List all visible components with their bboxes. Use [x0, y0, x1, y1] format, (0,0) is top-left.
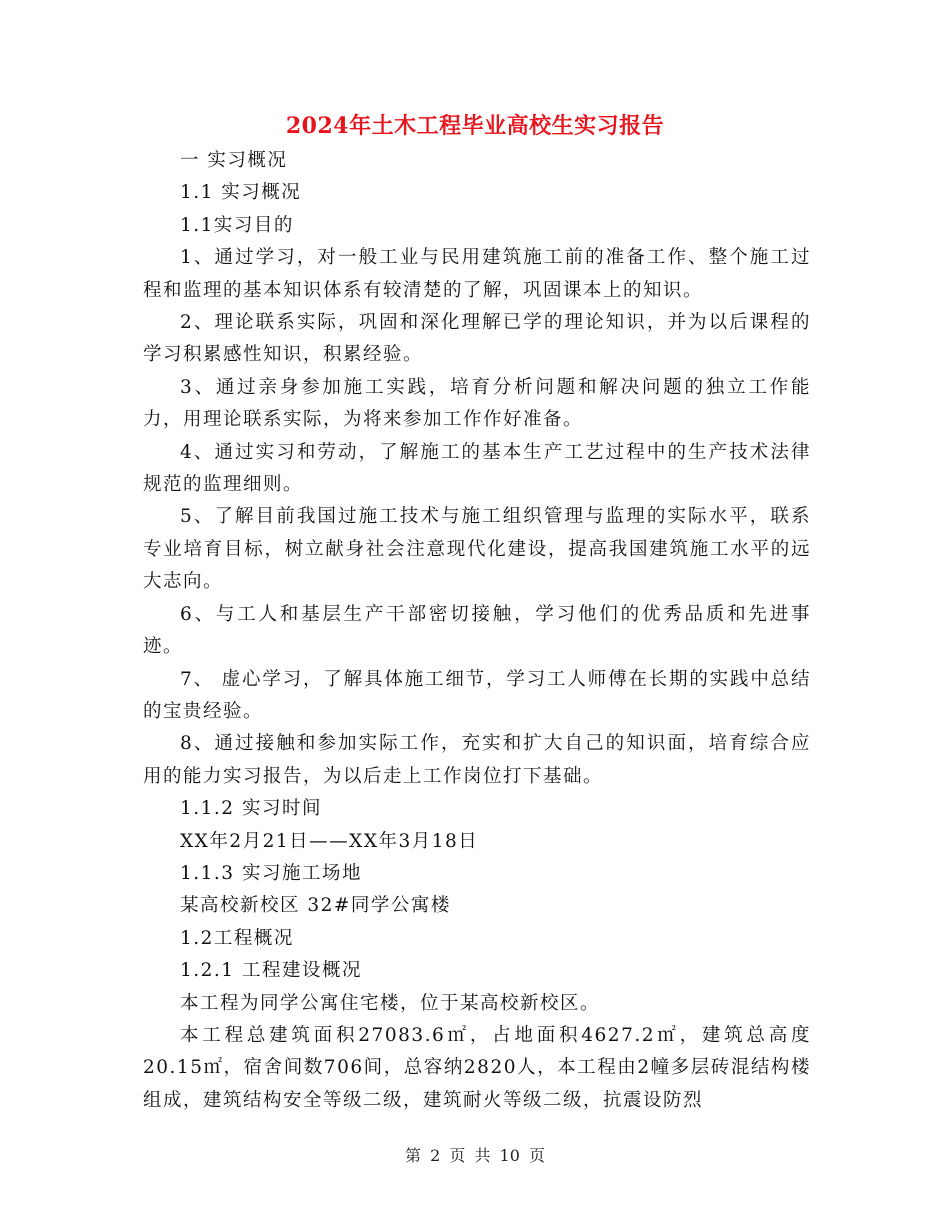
section-heading: 1.1.3 实习施工场地 — [180, 862, 362, 884]
section-heading: 1.2工程概况 — [180, 927, 294, 949]
paragraph: 某高校新校区 32#同学公寓楼 — [180, 895, 451, 917]
section-heading: 1.1 实习概况 — [180, 182, 302, 204]
paragraph: 2、理论联系实际，巩固和深化理解已学的理论知识，并为以后课程的学习积累感性知识，积累经验。 — [143, 312, 811, 366]
paragraph: 6、与工人和基层生产干部密切接触，学习他们的优秀品质和先进事迹。 — [143, 603, 811, 658]
document-title: 2024年土木工程毕业高校生实习报告 — [285, 113, 665, 139]
paragraph: 本工程总建筑面积27083.6㎡，占地面积4627.2㎡，建筑总高度20.15㎡，宿舍间数706间，总容纳2820人，本工程由2幢多层砖混结构楼组成，建筑结构安全等级二级，建筑耐火等级二级，抗震设防烈 — [143, 1024, 811, 1111]
paragraph: XX年2月21日——XX年3月18日 — [180, 830, 479, 852]
document-body — [143, 145, 811, 1117]
section-heading: 1.2.1 工程建设概况 — [180, 960, 362, 982]
paragraph: 1、通过学习，对一般工业与民用建筑施工前的准备工作、整个施工过程和监理的基本知识体系有较清楚的了解，巩固课本上的知识。 — [143, 247, 811, 301]
section-heading: 1.1.2 实习时间 — [180, 798, 322, 820]
section-heading: 1.1实习目的 — [180, 214, 294, 236]
paragraph: 7、 虚心学习，了解具体施工细节，学习工人师傅在长期的实践中总结的宝贵经验。 — [143, 668, 811, 722]
paragraph: 8、通过接触和参加实际工作，充实和扩大自己的知识面，培育综合应用的能力实习报告，为以后走上工作岗位打下基础。 — [143, 733, 811, 787]
page-footer: 第 2 页 共 10 页 — [405, 1146, 545, 1165]
section-heading: 一 实习概况 — [180, 150, 288, 171]
paragraph: 本工程为同学公寓住宅楼，位于某高校新校区。 — [180, 992, 601, 1014]
paragraph: 5、了解目前我国过施工技术与施工组织管理与监理的实际水平，联系专业培育目标，树立献身社会注意现代化建设，提高我国建筑施工水平的远大志向。 — [143, 506, 811, 593]
paragraph: 3、通过亲身参加施工实践，培育分析问题和解决问题的独立工作能力，用理论联系实际，为将来参加工作作好准备。 — [143, 376, 811, 431]
paragraph: 4、通过实习和劳动，了解施工的基本生产工艺过程中的生产技术法律规范的监理细则。 — [143, 441, 811, 496]
